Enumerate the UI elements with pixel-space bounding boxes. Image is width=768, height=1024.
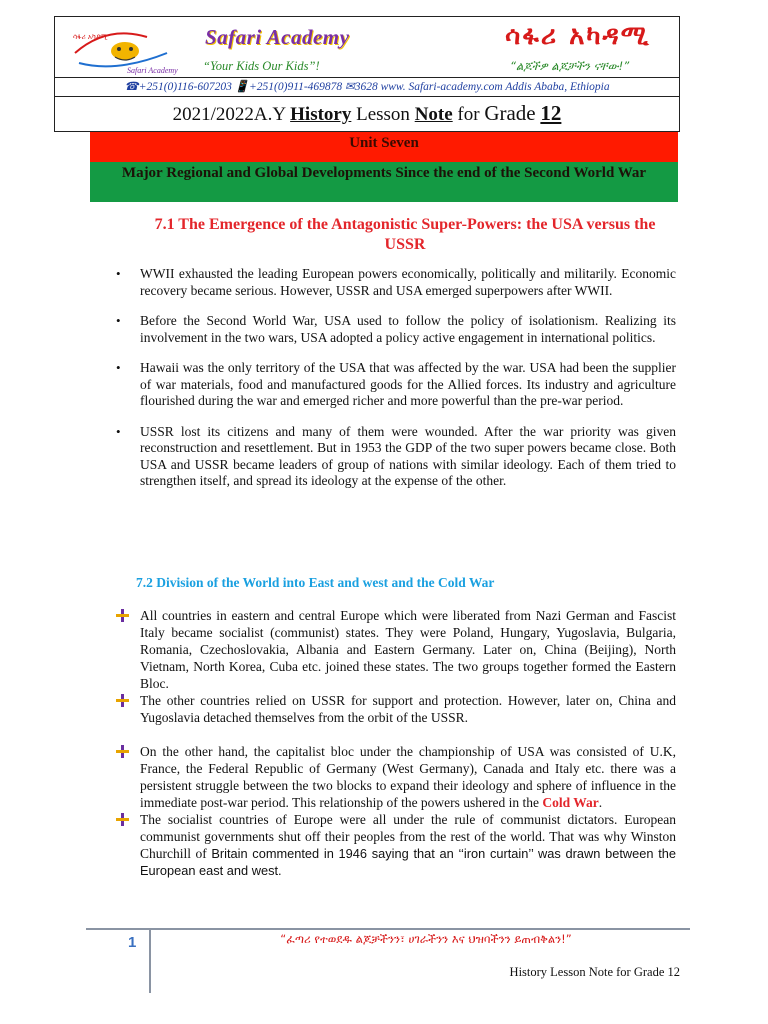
brand-name-amharic: ሳፋሪ አካዳሚ (505, 21, 651, 51)
item-text: All countries in eastern and central Europe which were liberated from Nazi German and Fascist Italy became socialist (communist) states. They were Poland, Hungary, Yugoslavia, Bulgaria, Romania, Czechoslovakia, Albania and Eastern Germany. Later on, China (Beijing), North Vietnam, North Korea, Cuba etc. joined these states. The two groups together formed the Eastern Bloc. (140, 608, 676, 691)
title-for: for (452, 104, 485, 125)
section-7-2-heading: 7.2 Division of the World into East and west and the Cold War (136, 575, 495, 590)
bullet-icon: • (116, 360, 121, 375)
bullet-icon: • (116, 266, 121, 281)
page-title (55, 101, 679, 127)
svg-text:ሳፋሪ አካዳሚ: ሳፋሪ አካዳሚ (73, 33, 108, 41)
footer-note: History Lesson Note for Grade 12 (509, 965, 680, 979)
footer-amharic-blessing: “ፈጣሪ የተወደዱ ልጆቻችንን፣ ሀገራችንን እና ህዝባችንን ይጠብቅልን!” (280, 932, 572, 946)
bullet-text: Before the Second World War, USA used to follow the policy of isolationism. Realizing its involvement in the two wars, USA adopted a policy active engagement in international politics. (140, 313, 676, 345)
list-item (116, 313, 676, 346)
logo-text: Safari Academy (127, 66, 178, 75)
safari-academy-logo (67, 23, 185, 77)
slogan-english: “Your Kids Our Kids”! (203, 59, 320, 73)
section-7-1-bullet-list (116, 266, 676, 490)
title-note: Note (414, 104, 453, 125)
page-number: 1 (128, 934, 137, 951)
footer-divider (86, 928, 690, 930)
footer-vertical-divider (149, 928, 151, 993)
list-item (116, 743, 676, 811)
bullet-text: USSR lost its citizens and many of them were wounded. After the war priority was given reconstruction and resettlement. But in 1953 the GDP of the two super powers became close. Both USA and USSR became leaders of group of nations with similar ideology. Each of them tried to strengthen itself, and spread its ideology at the expense of the other. (140, 423, 676, 488)
bullet-icon: • (116, 423, 121, 439)
list-item (116, 607, 676, 692)
list-item (116, 692, 676, 726)
bullet-text: Hawaii was the only territory of the USA that was affected by the war. USA had been the supplier of war materials, food and manufactured goods for the Allied forces. Its industry and agriculture flourished during the war and emerged richer and more powerful than the pre-war period. (140, 360, 676, 408)
title-lesson: Lesson (351, 104, 415, 125)
cross-bullet-icon (116, 609, 129, 622)
contact-line: ☎+251(0)116-607203 📱+251(0)911-469878 ✉3628 www. Safari-academy.com Addis Ababa, Ethiopia (55, 77, 679, 97)
cross-bullet-icon (116, 694, 129, 707)
title-history: History (290, 104, 352, 125)
cold-war-term: Cold War (542, 795, 599, 810)
cross-bullet-icon (116, 745, 129, 758)
item-text: The socialist countries of Europe were all under the rule of communist dictators. European communist governments shut off their peoples from the rest of the world. That was why Winston Churchill of (140, 812, 676, 861)
bullet-text: WWII exhausted the leading European powers economically, politically and militarily. Economic recovery became serious. However, USSR and USA emerged superpowers after WWII. (140, 266, 676, 298)
list-item (116, 811, 676, 879)
item-text: The other countries relied on USSR for support and protection. However, later on, China and Yugoslavia detached themselves from the orbit of the USSR. (140, 693, 676, 725)
bullet-icon: • (116, 313, 121, 328)
cross-bullet-icon (116, 813, 129, 826)
unit-subtitle-band: Major Regional and Global Developments Since the end of the Second World War (90, 162, 678, 202)
title-prefix: 2021/2022A.Y (172, 104, 291, 125)
unit-title-band: Unit Seven (90, 132, 678, 162)
brand-name-english: Safari Academy (205, 25, 350, 49)
list-item (116, 266, 676, 299)
section-7-1-heading: 7.1 The Emergence of the Antagonistic Super-Powers: the USA versus the USSR (154, 216, 656, 253)
section-7-2-list (116, 607, 676, 879)
header-box (54, 16, 680, 132)
period: . (598, 795, 603, 810)
slogan-amharic: “ልጆችዎ ልጆቻችን ናቸው!” (510, 59, 630, 73)
title-grade: Grade (484, 101, 536, 125)
list-item (116, 360, 676, 410)
list-item (116, 424, 676, 490)
item-text-tail: Britain commented in 1946 saying that an ‘‘iron curtain’’ was drawn between the European east and west. (140, 846, 676, 878)
item-text: On the other hand, the capitalist bloc under the championship of USA was consisted of U.K, France, the Federal Republic of Germany (West Germany), Canada and Italy etc. there was a persistent struggle between the two blocks to expand their ideology and sphere of influence in the immediate post-war period. This relationship of the powers ushered in the (140, 744, 676, 810)
title-grade-number: 12 (540, 101, 562, 125)
